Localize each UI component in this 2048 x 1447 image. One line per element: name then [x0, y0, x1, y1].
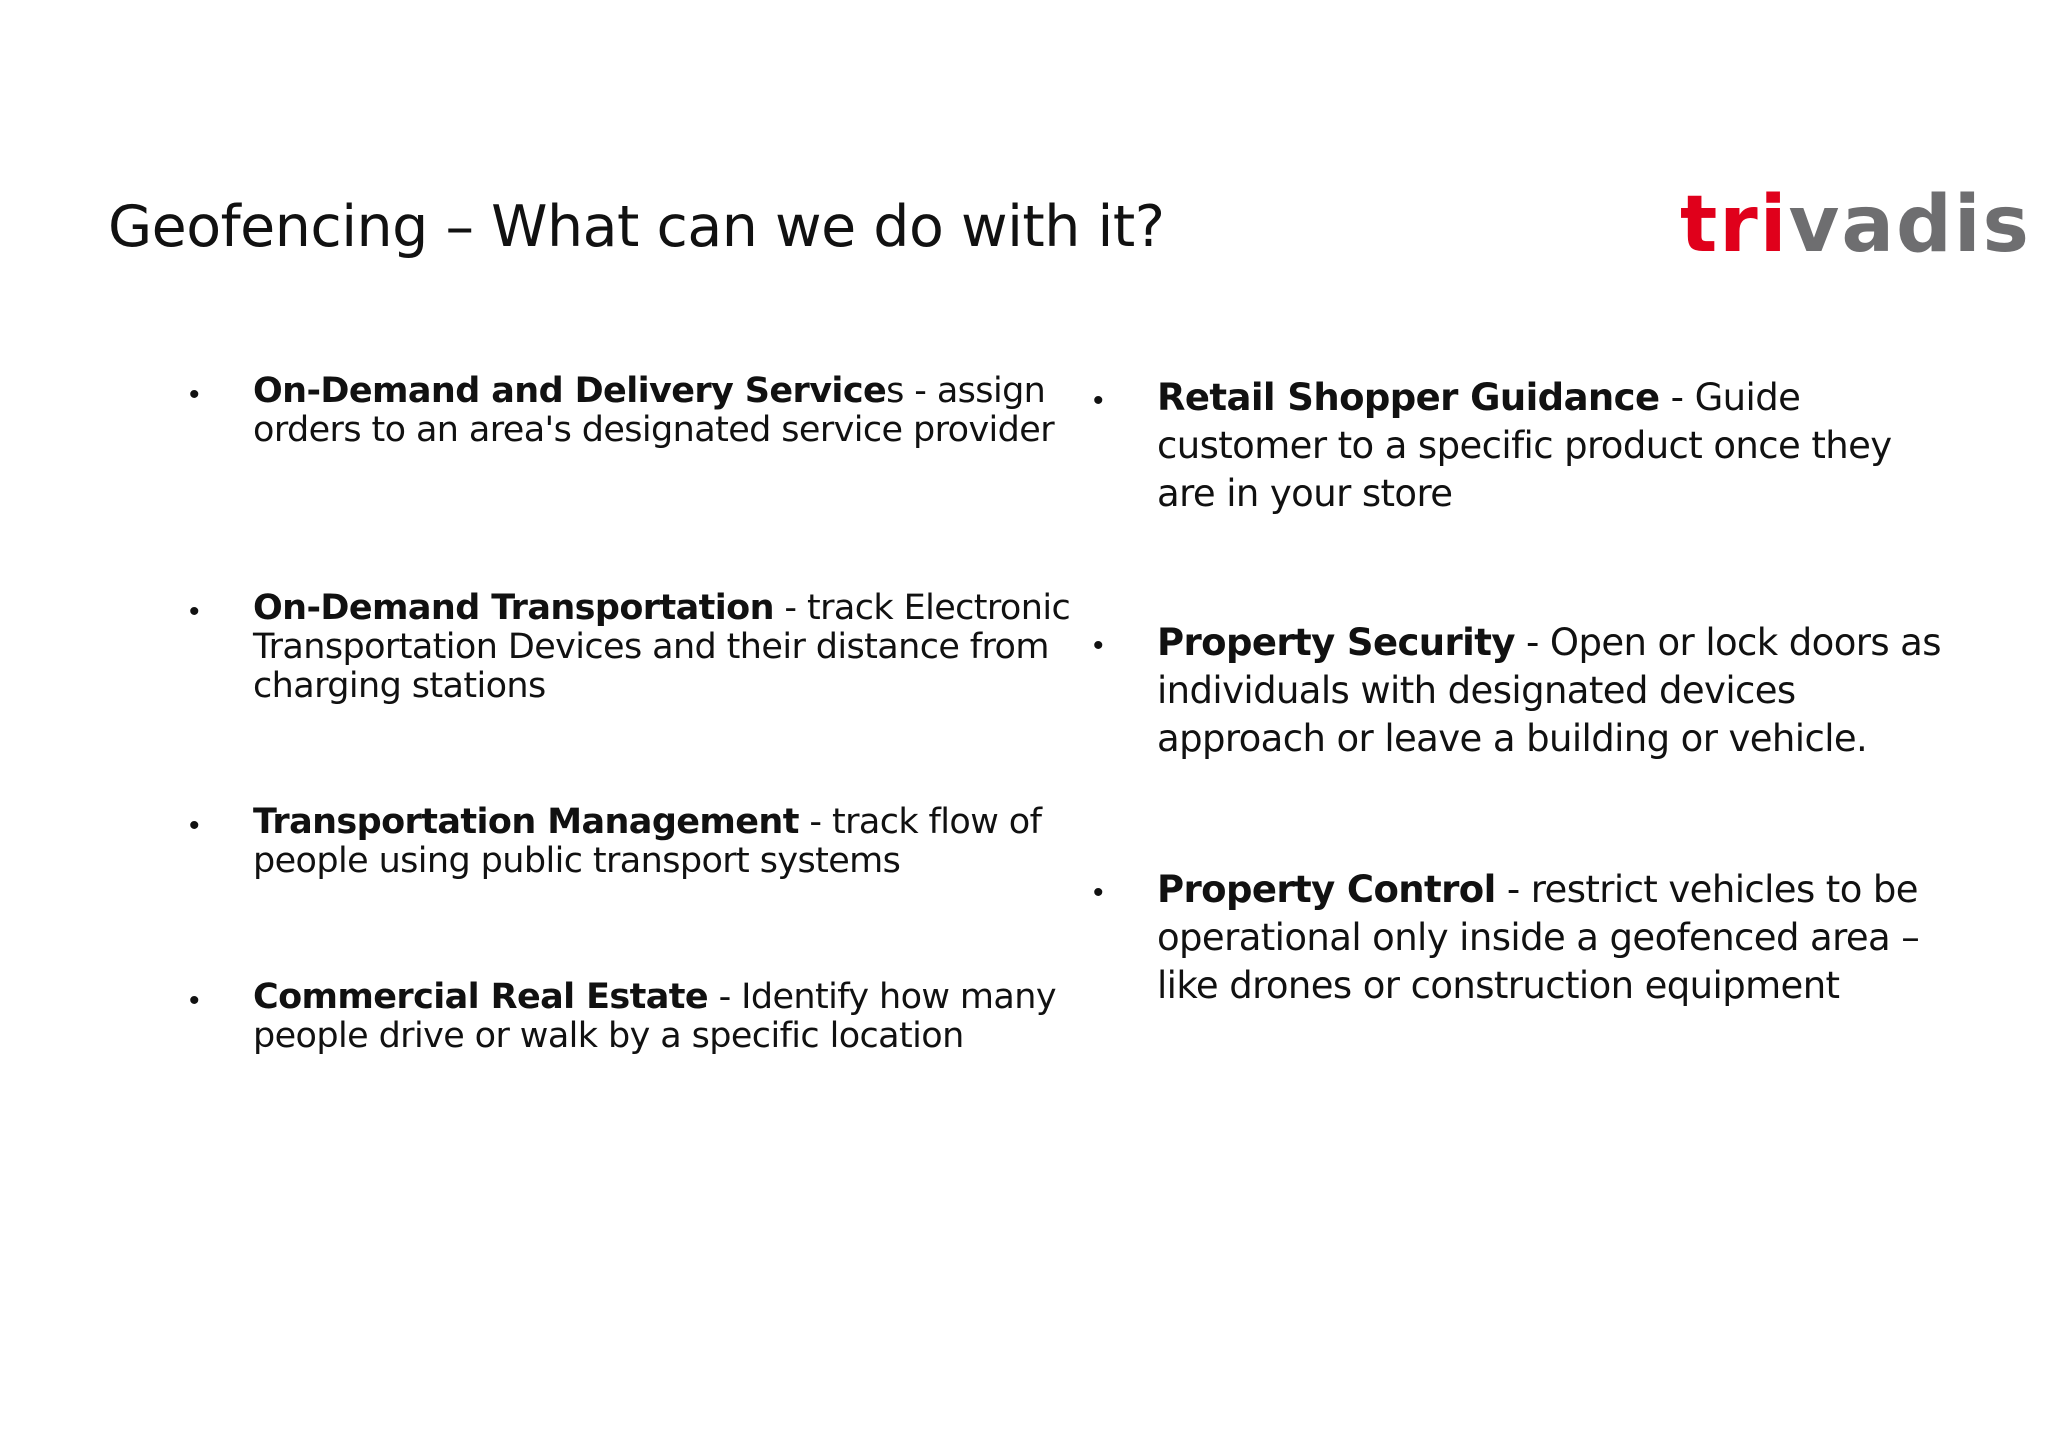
list-item-property-security	[1093, 619, 1947, 763]
bullet-description: - track Electronic Transportation Devices and their distance from charging stations	[253, 588, 1071, 706]
bullet-description: - track flow of people using public transport systems	[253, 802, 1042, 881]
bullet-term: Transportation Management	[253, 802, 799, 842]
bullet-description: - restrict vehicles to be operational only inside a geofenced area – like drones or construction equipment	[1157, 868, 1920, 1007]
bullet-description: - Open or lock doors as individuals with designated devices approach or leave a building or vehicle.	[1157, 621, 1941, 760]
list-item-commercial-real-estate	[189, 978, 1083, 1056]
bullet-icon: •	[1093, 384, 1104, 417]
list-item-transportation-management	[189, 803, 1083, 881]
bullet-description: - Guide customer to a specific product once they are in your store	[1157, 376, 1892, 515]
bullet-term: Commercial Real Estate	[253, 977, 709, 1017]
bullet-icon: •	[189, 595, 200, 628]
bullet-icon: •	[189, 984, 200, 1017]
bullet-text	[1157, 866, 1947, 1010]
bullet-term: Property Security	[1157, 621, 1515, 664]
logo-text-red: tri	[1680, 180, 1789, 270]
list-item-retail-shopper-guidance	[1093, 374, 1947, 518]
bullet-icon: •	[189, 378, 200, 411]
slide-title: Geofencing – What can we do with it?	[108, 194, 1165, 260]
bullet-term: Property Control	[1157, 868, 1496, 911]
list-item-on-demand-delivery	[189, 372, 1083, 450]
list-item-property-control	[1093, 866, 1947, 1010]
bullet-icon: •	[1093, 876, 1104, 909]
bullet-description: - Identify how many people drive or walk by a specific location	[253, 977, 1056, 1056]
bullet-term: On-Demand and Delivery Service	[253, 371, 887, 411]
bullet-description: s - assign orders to an area's designated service provider	[253, 371, 1055, 450]
bullet-text	[1157, 619, 1947, 763]
bullet-text	[253, 803, 1083, 881]
bullet-text	[253, 372, 1083, 450]
logo-text-grey: vadis	[1788, 180, 2031, 270]
list-item-on-demand-transportation	[189, 589, 1083, 706]
bullet-term: On-Demand Transportation	[253, 588, 774, 628]
bullet-icon: •	[1093, 629, 1104, 662]
bullet-text	[253, 978, 1083, 1056]
bullet-term: Retail Shopper Guidance	[1157, 376, 1660, 419]
bullet-text	[1157, 374, 1947, 518]
trivadis-logo	[1680, 180, 2031, 270]
bullet-text	[253, 589, 1083, 706]
bullet-icon: •	[189, 809, 200, 842]
